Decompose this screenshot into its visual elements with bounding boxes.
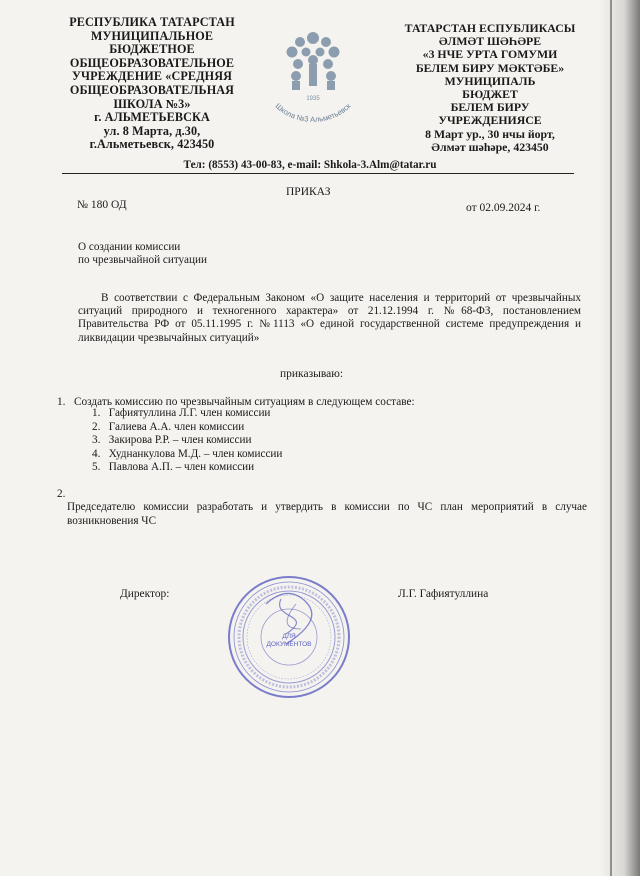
subject-line: О создании комиссии bbox=[78, 241, 181, 253]
item-text: Создать комиссию по чрезвычайным ситуациям в следующем составе: bbox=[73, 396, 415, 408]
header-left-line: ОБЩЕОБРАЗОВАТЕЛЬНОЕ bbox=[69, 55, 235, 70]
header-right-line: БЮДЖЕТ bbox=[462, 87, 518, 102]
item-text: Председателю комиссии разработать и утвердить в комиссии по ЧС план мероприятий в случае возникновения ЧС bbox=[67, 501, 587, 527]
order-item-2 bbox=[57, 488, 587, 528]
member-item: 4. Худнанкулова М.Д. – член комиссии bbox=[92, 447, 283, 460]
header-left-line: ШКОЛА №3» bbox=[113, 96, 191, 111]
header-left-line: УЧРЕЖДЕНИЕ «СРЕДНЯЯ bbox=[72, 69, 232, 84]
header-left-line: г. АЛЬМЕТЬЕВСКА bbox=[94, 110, 210, 125]
logo-caption: Школа №3 Альметьевск bbox=[273, 101, 353, 124]
logo-tree-icon bbox=[287, 32, 340, 90]
header-right-line: БЕЛЕМ БИРУ bbox=[450, 100, 530, 115]
header-left-line: РЕСПУБЛИКА ТАТАРСТАН bbox=[69, 15, 235, 29]
header-left-line: г.Альметьевск, 423450 bbox=[89, 137, 215, 152]
subject-line: по чрезвычайной ситуации bbox=[78, 253, 207, 266]
stamp-text-line: ДОКУМЕНТОВ bbox=[266, 641, 312, 648]
header-left-line: ул. 8 Марта, д.30, bbox=[103, 123, 201, 138]
header-left-line: МУНИЦИПАЛЬНОЕ bbox=[90, 28, 214, 43]
stamp-text-line: ДЛЯ bbox=[282, 633, 296, 640]
item-marker: 2. bbox=[57, 488, 66, 500]
document-title: ПРИКАЗ bbox=[286, 186, 331, 198]
contacts-line-text: Тел: (8553) 43-00-83, e-mail: Shkola-3.Alm@tatar.ru bbox=[183, 159, 437, 171]
header-right-line: ӘЛМӘТ ШӘҺӘРЕ bbox=[438, 34, 542, 49]
logo-year-label: 1935 bbox=[306, 96, 320, 102]
header-left-block bbox=[54, 16, 250, 152]
scan-edge-shadow bbox=[600, 0, 640, 876]
header-divider bbox=[62, 173, 574, 174]
preamble-paragraph: В соответствии с Федеральным Законом «О защите населения и территорий от чрезвычайных ситуаций природного и техногенного характера» от 21.12.1994 г. №68-ФЗ, постановлением Правительства РФ от 05.11.1995 г. №1113 «О единой государственной системе предупреждения и ликвидации чрезвычайных ситуаций» bbox=[78, 292, 581, 344]
member-item: 5. Павлова А.П. – член комиссии bbox=[92, 461, 255, 474]
header-left-line: БЮДЖЕТНОЕ bbox=[109, 42, 195, 57]
item-marker: 1. bbox=[57, 396, 66, 408]
header-right-line: «3 НЧЕ УРТА ГОМУМИ bbox=[422, 47, 558, 62]
commission-members-list bbox=[92, 407, 282, 475]
header-left-line: ОБЩЕОБРАЗОВАТЕЛЬНАЯ bbox=[69, 82, 235, 97]
header-right-line: Әлмәт шәһәре, 423450 bbox=[431, 139, 549, 154]
header-right-line: 8 Март ур., 30 нчы йорт, bbox=[425, 126, 555, 141]
order-word: приказываю: bbox=[280, 368, 344, 380]
header-right-block bbox=[390, 22, 590, 154]
document-number: № 180 ОД bbox=[77, 199, 127, 211]
member-item: 3. Закирова Р.Р. – член комиссии bbox=[92, 434, 252, 447]
header-right-line: МУНИЦИПАЛЬ bbox=[444, 73, 536, 88]
member-item: 1. Гафиятуллина Л.Г. член комиссии bbox=[92, 407, 271, 419]
scan-edge-line bbox=[610, 0, 612, 876]
header-right-line: УЧРЕЖДЕНИЯСЕ bbox=[438, 113, 542, 128]
document-date: от 02.09.2024 г. bbox=[466, 202, 541, 214]
header-right-line: БЕЛЕМ БИРУ МӘКТӘБЕ» bbox=[415, 60, 565, 75]
signature-name: Л.Г. Гафиятуллина bbox=[398, 588, 489, 600]
header-right-line: ТАТАРСТАН ЕСПУБЛИКАСЫ bbox=[404, 21, 576, 35]
signature-role: Директор: bbox=[120, 588, 170, 600]
official-stamp bbox=[226, 574, 352, 700]
document-subject bbox=[78, 241, 207, 266]
school-logo bbox=[252, 16, 374, 136]
member-item: 2. Галиева А.А. член комиссии bbox=[92, 420, 245, 433]
